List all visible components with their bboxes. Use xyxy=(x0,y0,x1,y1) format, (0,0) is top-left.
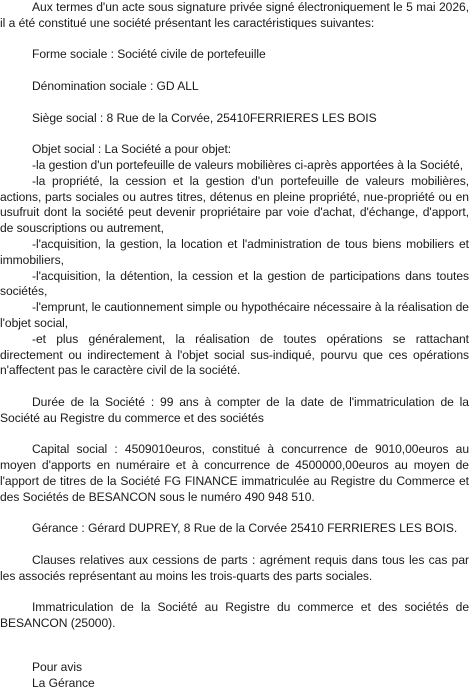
immatriculation-paragraph: Immatriculation de la Société au Registre du commerce et des sociétés de BESANCON (25000). xyxy=(0,600,469,631)
objet-item: -l'acquisition, la gestion, la location et l'administration de tous biens mobiliers et immobiliers, xyxy=(0,236,469,267)
closing-signature: La Gérance xyxy=(32,675,95,690)
closing-pour-avis: Pour avis xyxy=(32,659,82,674)
objet-item: -la gestion d'un portefeuille de valeurs mobilières ci-après apportées à la Société, xyxy=(32,157,464,172)
siege-social: Siège social : 8 Rue de la Corvée, 25410FERRIERES LES BOIS xyxy=(32,110,377,125)
objet-item: -la propriété, la cession et la gestion d'un portefeuille de valeurs mobilières, actions, parts sociales ou autres titres, détenus en pleine propriété, nue-propriété ou en usufruit dont la société peut devenir propriétaire par voie d'achat, d'échange, d'apport, de souscriptions ou autrement, xyxy=(0,173,469,236)
denomination-sociale: Dénomination sociale : GD ALL xyxy=(32,78,199,93)
forme-sociale: Forme sociale : Société civile de portefeuille xyxy=(32,47,266,62)
duree-paragraph: Durée de la Société : 99 ans à compter de la date de l'immatriculation de la Société au Registre du commerce et des sociétés xyxy=(0,394,469,425)
objet-item: -l'acquisition, la détention, la cession et la gestion de participations dans toutes sociétés, xyxy=(0,268,469,299)
capital-paragraph: Capital social : 4509010euros, constitué à concurrence de 9010,00euros au moyen d'apports en numéraire et à concurrence de 4500000,00euros au moyen de l'apport de titres de la Société FG FINANCE immatriculée au Registre du Commerce et des Sociétés de BESANCON sous le numéro 490 948 510. xyxy=(0,442,469,504)
objet-item: -l'emprunt, le cautionnement simple ou hypothécaire nécessaire à la réalisation de l'objet social, xyxy=(0,300,469,330)
clauses-paragraph: Clauses relatives aux cessions de parts : agrément requis dans tous les cas par les associés représentant au moins les trois-quarts des parts sociales. xyxy=(0,552,469,583)
objet-item: -et plus généralement, la réalisation de toutes opérations se rattachant directement ou indirectement à l'objet social sus-indiqué, pourvu que ces opérations n'affectent pas le caractère civil de la société. xyxy=(0,331,469,378)
objet-social-heading: Objet social : La Société a pour objet: xyxy=(32,142,232,157)
intro-paragraph: Aux termes d'un acte sous signature privée signé électroniquement le 5 mai 2026, il a été constitué une société présentant les caractéristiques suivantes: xyxy=(0,0,469,30)
gerance-paragraph: Gérance : Gérard DUPREY, 8 Rue de la Corvée 25410 FERRIERES LES BOIS. xyxy=(32,521,458,536)
